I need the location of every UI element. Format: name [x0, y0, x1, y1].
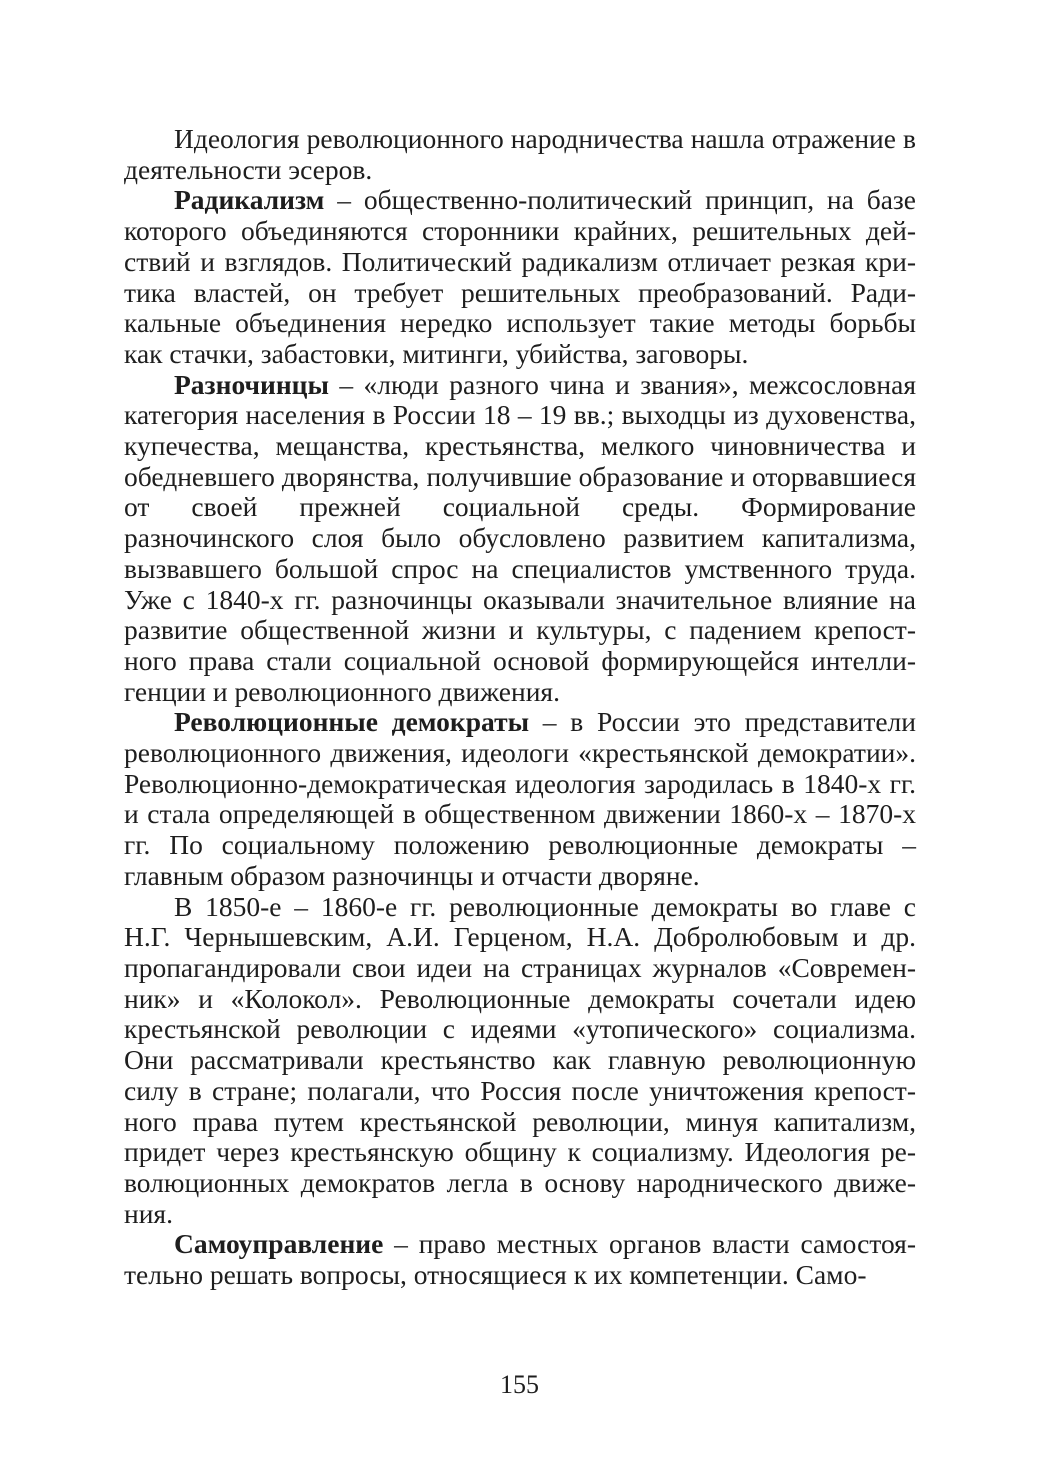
paragraph-text: Идеология революционного народничества нашла отражение в деятельности эсеров.: [124, 123, 916, 185]
term-raznochintsy: Разночинцы: [174, 368, 329, 400]
paragraph-self-government: [124, 1229, 916, 1290]
paragraph-1850s-democrats: [124, 892, 916, 1230]
paragraph-text: – общественно-политический принцип, на базе которого объединяются сторонники крайних, решительных действий и взглядов. Политический радикализм отличает резкая критика властей, он требует решительных преобразований. Радикальные объединения нередко использует такие методы борьбы как стачки, забастовки, митинги, убийства, заговоры.: [124, 184, 916, 369]
page-number: 155: [500, 1370, 539, 1399]
paragraph-revolutionary-democrats: [124, 707, 916, 891]
paragraph-text: – «люди разного чина и звания», межсословная категория населения в России 18 – 19 вв.; выходцы из духовенства, купечества, мещанства, крестьянства, мелкого чиновничества и обедневшего дворянства, получившие образование и оторвавшиеся от своей прежней социальной среды. Формирование разночинского слоя было обусловлено развитием капитализма, вызвавшего большой спрос на специалистов умственного труда. Уже с 1840-х гг. разночинцы оказывали значительное влияние на развитие общественной жизни и культуры, с падением крепостного права стали социальной основой формирующейся интеллигенции и революционного движения.: [124, 368, 916, 707]
paragraph-text: – право местных органов власти самостоятельно решать вопросы, относящиеся к их компетенции. Само-: [124, 1228, 916, 1291]
term-radicalism: Радикализм: [174, 184, 325, 216]
page-body: [124, 124, 916, 1291]
paragraph-ideology: [124, 124, 916, 185]
term-revolutionary-democrats: Революционные демократы: [174, 706, 530, 738]
paragraph-text: В 1850-е – 1860-е гг. революционные демократы во главе с Н.Г. Чернышевским, А.И. Герценом, Н.А. Добролюбовым и др. пропагандировали свои идеи на страницах журналов «Современник» и «Колокол». Революционные демократы сочетали идею крестьянской революции с идеями «утопического» социализма. Они рассматривали крестьянство как главную революционную силу в стране; полагали, что Россия после уничтожения крепостного права путем крестьянской революции, минуя капитализм, придет через крестьянскую общину к социализму. Идеология революционных демократов легла в основу народнического движения.: [124, 890, 916, 1229]
paragraph-text: – в России это представители революционного движения, идеологи «крестьянской демократии». Революционно-демократическая идеология зародилась в 1840-х гг. и стала определяющей в общественном движении 1860-х – 1870-х гг. По социальному положению революционные демократы – главным образом разночинцы и отчасти дворяне.: [124, 706, 917, 891]
term-self-government: Самоуправление: [174, 1228, 384, 1260]
paragraph-radicalism: [124, 185, 916, 369]
paragraph-raznochintsy: [124, 370, 916, 708]
